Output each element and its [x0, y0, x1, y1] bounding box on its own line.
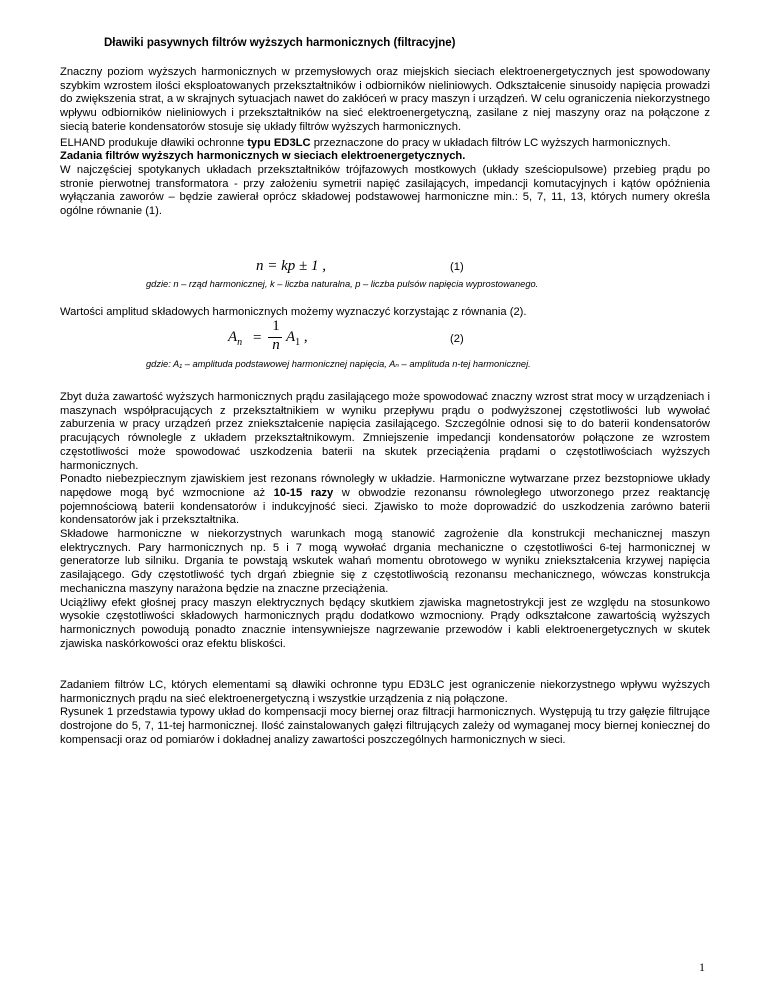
equation-1: n = kp ± 1 , [256, 258, 327, 274]
equation-2-lhs-symbol: A [228, 329, 238, 345]
equation-2-rhs-symbol: A [286, 329, 296, 345]
equation-2-tail: , [300, 329, 308, 345]
equation-2-rhs [286, 329, 308, 348]
intro-paragraph: Znaczny poziom wyższych harmonicznych w przemysłowych oraz miejskich sieciach elektroenergetycznych jest spowodowany szybkim wzrostem ilości eksploatowanych przekształtników i odbiorników nieliniowych. Odkształcenie sinusoidy napięcia prowadzi do zwiększenia strat, a w skrajnych sytuacjach nawet do zakłóceń w pracy maszyn i urządzeń. W celu ograniczenia niekorzystnego wpływu odbiorników nieliniowych i przekształtników na sieć elektroenergetyczną, zasilane z niej maszyny oraz na połączone z siecią baterie kondensatorów stosuje się układy filtrów wyższych harmonicznych. [60, 66, 710, 133]
resonance-paragraph [60, 473, 710, 528]
equation-2-rhs-subscript: 1 [295, 337, 301, 348]
elhand-product-type: typu ED3LC [247, 136, 311, 149]
equation-2-lhs [228, 329, 242, 348]
elhand-text-pre: ELHAND produkuje dławiki ochronne [60, 136, 248, 149]
page-number: 1 [699, 960, 705, 974]
equation-2-lhs-subscript: n [237, 337, 243, 348]
mechanical-paragraph: Składowe harmoniczne w niekorzystnych warunkach mogą stanowić zagrożenie dla konstrukcji mechanicznej maszyn elektrycznych. Pary harmonicznych np. 5 i 7 mogą wywołać drgania mechaniczne o częstotliwości 6-tej harmonicznej w generatorze lub silniku. Drgania te powstają wskutek wahań momentu obrotowego w wyniku zniekształcenia krzywej napięcia zasilającego. Gdy częstotliwość tych drgań zbiegnie się z częstotliwością rezonansu mechanicznego, wówczas konstrukcja mechaniczna maszyny narażona będzie na znaczne przeciążenia. [60, 528, 710, 595]
elhand-text-post: przeznaczone do pracy w układach filtrów LC wyższych harmonicznych. [310, 136, 671, 149]
equation-2-number: (2) [450, 333, 464, 345]
equation-1-number: (1) [450, 261, 464, 273]
equation-2-denominator: n [272, 337, 280, 353]
losses-paragraph: Zbyt duża zawartość wyższych harmonicznych prądu zasilającego może spowodować znaczny wzrost strat mocy w urządzeniach i maszynach współpracujących z przekształtnikiem w wyniku przepływu prądu o podwyższonej częstotliwości lub wywołać zaburzenia w pracy urządzeń przez zniekształcenie napięcia zasilającego. Szczególnie odnosi się to do baterii kondensatorów pracujących równolegle z układem przekształtnikowym. Zmniejszenie impedancji kondensatorów połączone ze wzrostem częstotliwości może spowodować uszkodzenia baterii na skutek przeciążenia prądami o częstotliwościach wyższych harmonicznych. [60, 391, 710, 472]
resonance-text-pre: Ponadto niebezpiecznym zjawiskiem jest rezonans równoległy w układzie. Harmoniczne wytwarzane przez bezstopniowe układy napędowe mogą być wzmocnione aż [60, 473, 710, 499]
amplitude-intro-text: Wartości amplitud składowych harmonicznych możemy wyznaczyć korzystając z równania (2). [60, 306, 527, 318]
purpose-paragraph: Zadaniem filtrów LC, których elementami są dławiki ochronne typu ED3LC jest ograniczenie niekorzystnego wpływu wyższych harmonicznych prądu na sieć elektroenergetyczną i wszystkie urządzenia z nią połączone. [60, 679, 710, 705]
closing-block [60, 679, 710, 748]
amplitude-intro [60, 306, 710, 320]
elhand-paragraph [60, 137, 710, 151]
resonance-text-post: w obwodzie rezonansu równoległego utworzonego przez reaktancję pojemnościową baterii kondensatorów i indukcyjność sieci. Zjawisko to może doprowadzić do uszkodzenia zarówno baterii kondensatorów jak i przekształtnika. [60, 486, 710, 527]
intro-block [60, 66, 710, 219]
figure-paragraph: Rysunek 1 przedstawia typowy układ do kompensacji mocy biernej oraz filtracji harmonicznych. Występują tu trzy gałęzie filtrujące dostrojone do 5, 7, 11-tej harmonicznej. Ilość zainstalowanych gałęzi filtrujących zależy od wymaganej mocy biernej koniecznej do kompensacji oraz od pomiarów i dokładnej analizy zawartości poszczególnych harmonicznych w sieci. [60, 706, 710, 746]
resonance-factor: 10-15 razy [273, 486, 334, 499]
section-paragraph: W najczęściej spotykanych układach przekształtników trójfazowych mostkowych (układy sześciopulsowe) przebieg prądu po stronie pierwotnej transformatora - przy założeniu symetrii napięć zasilających, impedancji komutacyjnych i kątów opóźnienia wyłączania zaworów – będzie zawierał oprócz składowej podstawowej harmoniczne min.: 5, 7, 11, 13, których numery określa ogólne równanie (1). [60, 163, 710, 218]
document-title: Dławiki pasywnych filtrów wyższych harmonicznych (filtracyjne) [104, 37, 456, 49]
equation-2-caption: gdzie: A₁ – amplituda podstawowej harmonicznej napięcia, Aₙ – amplituda n-tej harmonicznej. [146, 359, 531, 369]
section-heading: Zadania filtrów wyższych harmonicznych w sieciach elektroenergetycznych. [60, 150, 466, 163]
body-block [60, 391, 710, 651]
equation-2-numerator: 1 [272, 318, 280, 334]
equation-1-caption: gdzie: n – rząd harmonicznej, k – liczba naturalna, p – liczba pulsów napięcia wyprostowanego. [146, 279, 539, 289]
noise-paragraph: Uciążliwy efekt głośnej pracy maszyn elektrycznych będący skutkiem zjawiska magnetostrykcji jest ze względu na stosunkowo wysokie częstotliwości składowych harmonicznych prądu dodatkowo wzmocniony. Prądy odkształcone zawartością wyższych harmonicznych powodują ponadto znacznie intensywniejsze nagrzewanie przewodów i kabli elektroenergetycznych w skutek zjawiska naskórkowości oraz efektu bliskości. [60, 596, 710, 650]
equation-2-equals: = [253, 330, 262, 346]
